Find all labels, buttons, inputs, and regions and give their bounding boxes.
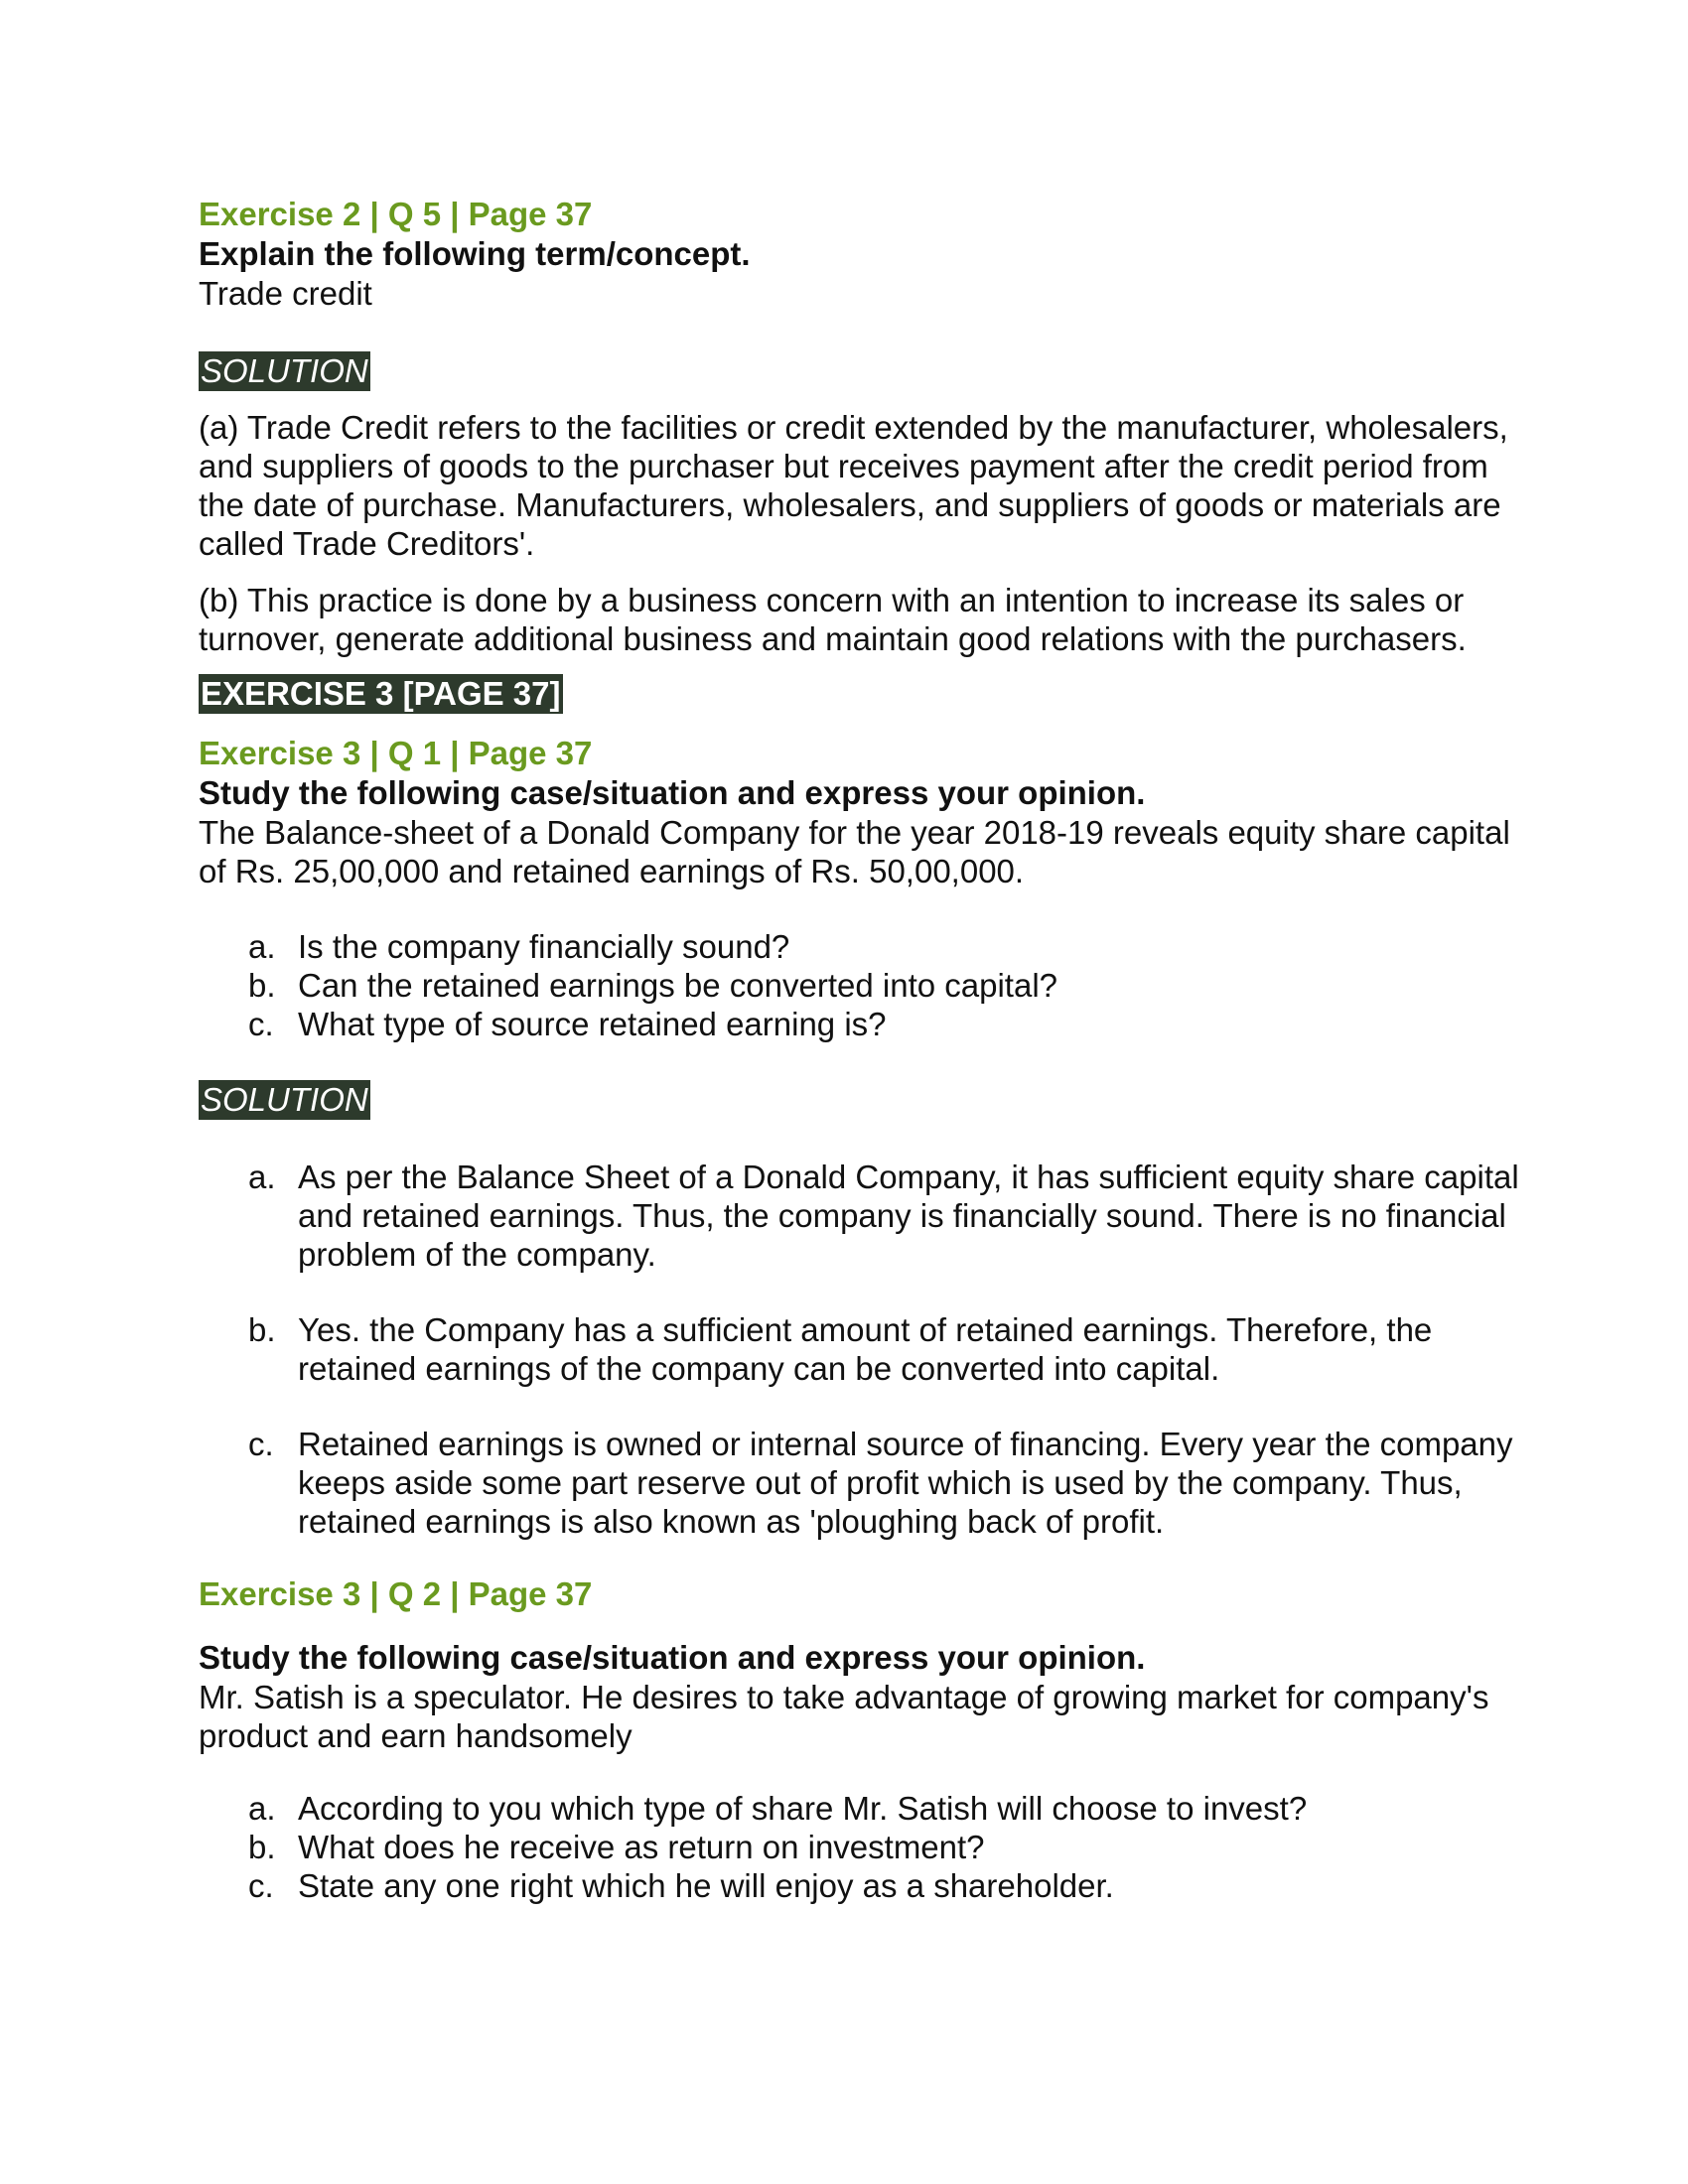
list-item-text: Retained earnings is owned or internal source of financing. Every year the company keeps aside some part reserve out of profit which is used by the company. Thus, retained earnings is also known as 'ploughing back of profit.	[298, 1426, 1513, 1540]
list-marker: b.	[248, 1311, 276, 1348]
list-item-text: As per the Balance Sheet of a Donald Company, it has sufficient equity share capital and retained earnings. Thus, the company is financially sound. There is no financial problem of the company.	[298, 1159, 1519, 1273]
list-item	[199, 966, 1519, 1005]
list-item-text: State any one right which he will enjoy as a shareholder.	[298, 1867, 1114, 1904]
solution-label: SOLUTION	[201, 1081, 368, 1118]
list-item-text: Can the retained earnings be converted into capital?	[298, 967, 1058, 1004]
question-prompt: Explain the following term/concept.	[199, 235, 751, 272]
list-marker: a.	[248, 1159, 276, 1195]
list-marker: a.	[248, 1790, 276, 1827]
list-marker: c.	[248, 1867, 274, 1904]
question-heading: Exercise 3 | Q 1 | Page 37	[199, 735, 593, 771]
list-item	[199, 1005, 1519, 1043]
list-item	[199, 927, 1519, 966]
question-list	[199, 927, 1519, 1043]
list-item	[199, 1828, 1519, 1866]
list-marker: c.	[248, 1426, 274, 1462]
list-item-text: Yes. the Company has a sufficient amount of retained earnings. Therefore, the retained earnings of the company can be converted into capital.	[298, 1311, 1433, 1387]
list-item-text: Is the company financially sound?	[298, 928, 790, 965]
list-item	[199, 1158, 1519, 1274]
list-item	[199, 1789, 1519, 1828]
question-heading: Exercise 3 | Q 2 | Page 37	[199, 1575, 593, 1612]
list-marker: b.	[248, 967, 276, 1004]
list-marker: a.	[248, 928, 276, 965]
list-item	[199, 1310, 1519, 1388]
question-list	[199, 1789, 1519, 1905]
list-item-text: According to you which type of share Mr. Satish will choose to invest?	[298, 1790, 1308, 1827]
case-description: The Balance-sheet of a Donald Company for the year 2018-19 reveals equity share capital of Rs. 25,00,000 and retained earnings of Rs. 50,00,000.	[199, 814, 1510, 889]
list-item-text: What does he receive as return on investment?	[298, 1829, 985, 1865]
question-heading: Exercise 2 | Q 5 | Page 37	[199, 196, 593, 232]
question-term: Trade credit	[199, 275, 372, 312]
solution-paragraph-b: (b) This practice is done by a business concern with an intention to increase its sales or turnover, generate additional business and maintain good relations with the purchasers.	[199, 582, 1467, 657]
solution-paragraph-a: (a) Trade Credit refers to the facilities or credit extended by the manufacturer, wholesalers, and suppliers of goods to the purchaser but receives payment after the credit period from the date of purchase. Manufacturers, wholesalers, and suppliers of goods or materials are called Trade Creditors'.	[199, 409, 1508, 562]
list-marker: c.	[248, 1006, 274, 1042]
solution-label: SOLUTION	[201, 352, 368, 389]
list-marker: b.	[248, 1829, 276, 1865]
exercise-section-label: EXERCISE 3 [PAGE 37]	[201, 675, 561, 712]
case-description: Mr. Satish is a speculator. He desires to take advantage of growing market for company's product and earn handsomely	[199, 1679, 1489, 1754]
list-item	[199, 1866, 1519, 1905]
list-item	[199, 1425, 1519, 1541]
document-page	[199, 195, 1519, 1905]
answer-list	[199, 1158, 1519, 1541]
question-prompt: Study the following case/situation and express your opinion.	[199, 1639, 1146, 1676]
question-prompt: Study the following case/situation and express your opinion.	[199, 774, 1146, 811]
list-item-text: What type of source retained earning is?	[298, 1006, 887, 1042]
